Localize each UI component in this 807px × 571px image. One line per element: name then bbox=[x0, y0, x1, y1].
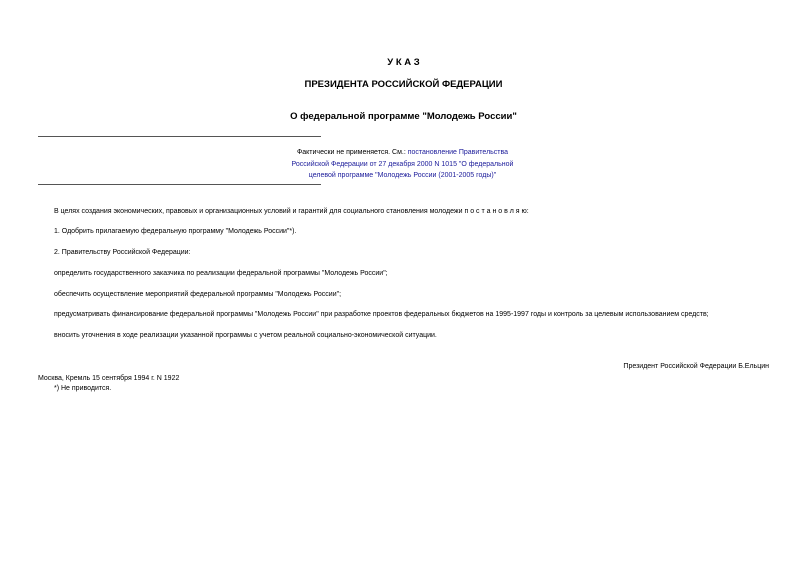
status-note-prefix: Фактически не применяется. См.: bbox=[296, 149, 408, 156]
place-date: Москва, Кремль 15 сентября 1994 г. N 1922 bbox=[38, 375, 180, 382]
note-top-rule bbox=[38, 136, 321, 137]
clause-2-item-1: определить государственного заказчика по реализации федеральной программы "Молодежь России"; bbox=[54, 270, 388, 277]
clause-2-item-3: предусматривать финансирование федеральной программы "Молодежь России" при разработке проектов федеральных бюджетов на 1995-1997 годы и контроль за целевым использованием средств; bbox=[54, 311, 709, 318]
decree-issuer: ПРЕЗИДЕНТА РОССИЙСКОЙ ФЕДЕРАЦИИ bbox=[304, 79, 503, 90]
clause-2: 2. Правительству Российской Федерации: bbox=[54, 249, 191, 256]
resolution-link-line-2[interactable]: Российской Федерации от 27 декабря 2000 N 1015 "О федеральной bbox=[291, 160, 514, 168]
decree-title: У К А З bbox=[387, 57, 420, 68]
resolution-link-line-3[interactable]: целевой программе "Молодежь России (2001-2005 годы)" bbox=[308, 172, 497, 179]
clause-2-item-4: вносить уточнения в ходе реализации указанной программы с учетом реальной социально-экономической ситуации. bbox=[54, 332, 437, 339]
note-bottom-rule bbox=[38, 184, 321, 185]
decree-subject: О федеральной программе "Молодежь России" bbox=[290, 111, 517, 122]
resolution-link[interactable]: постановление Правительства bbox=[407, 149, 509, 156]
clause-2-item-2: обеспечить осуществление мероприятий федеральной программы "Молодежь России"; bbox=[54, 291, 342, 298]
status-note-line-1 bbox=[240, 147, 565, 159]
footnote: *) Не приводится. bbox=[54, 385, 112, 392]
preamble-paragraph: В целях создания экономических, правовых и организационных условий и гарантий для социального становления молодежи п о с т а н о в л я ю: bbox=[54, 208, 529, 215]
status-note bbox=[240, 147, 565, 182]
clause-1: 1. Одобрить прилагаемую федеральную программу "Молодежь России"*). bbox=[54, 228, 297, 235]
signature: Президент Российской Федерации Б.Ельцин bbox=[623, 363, 769, 370]
